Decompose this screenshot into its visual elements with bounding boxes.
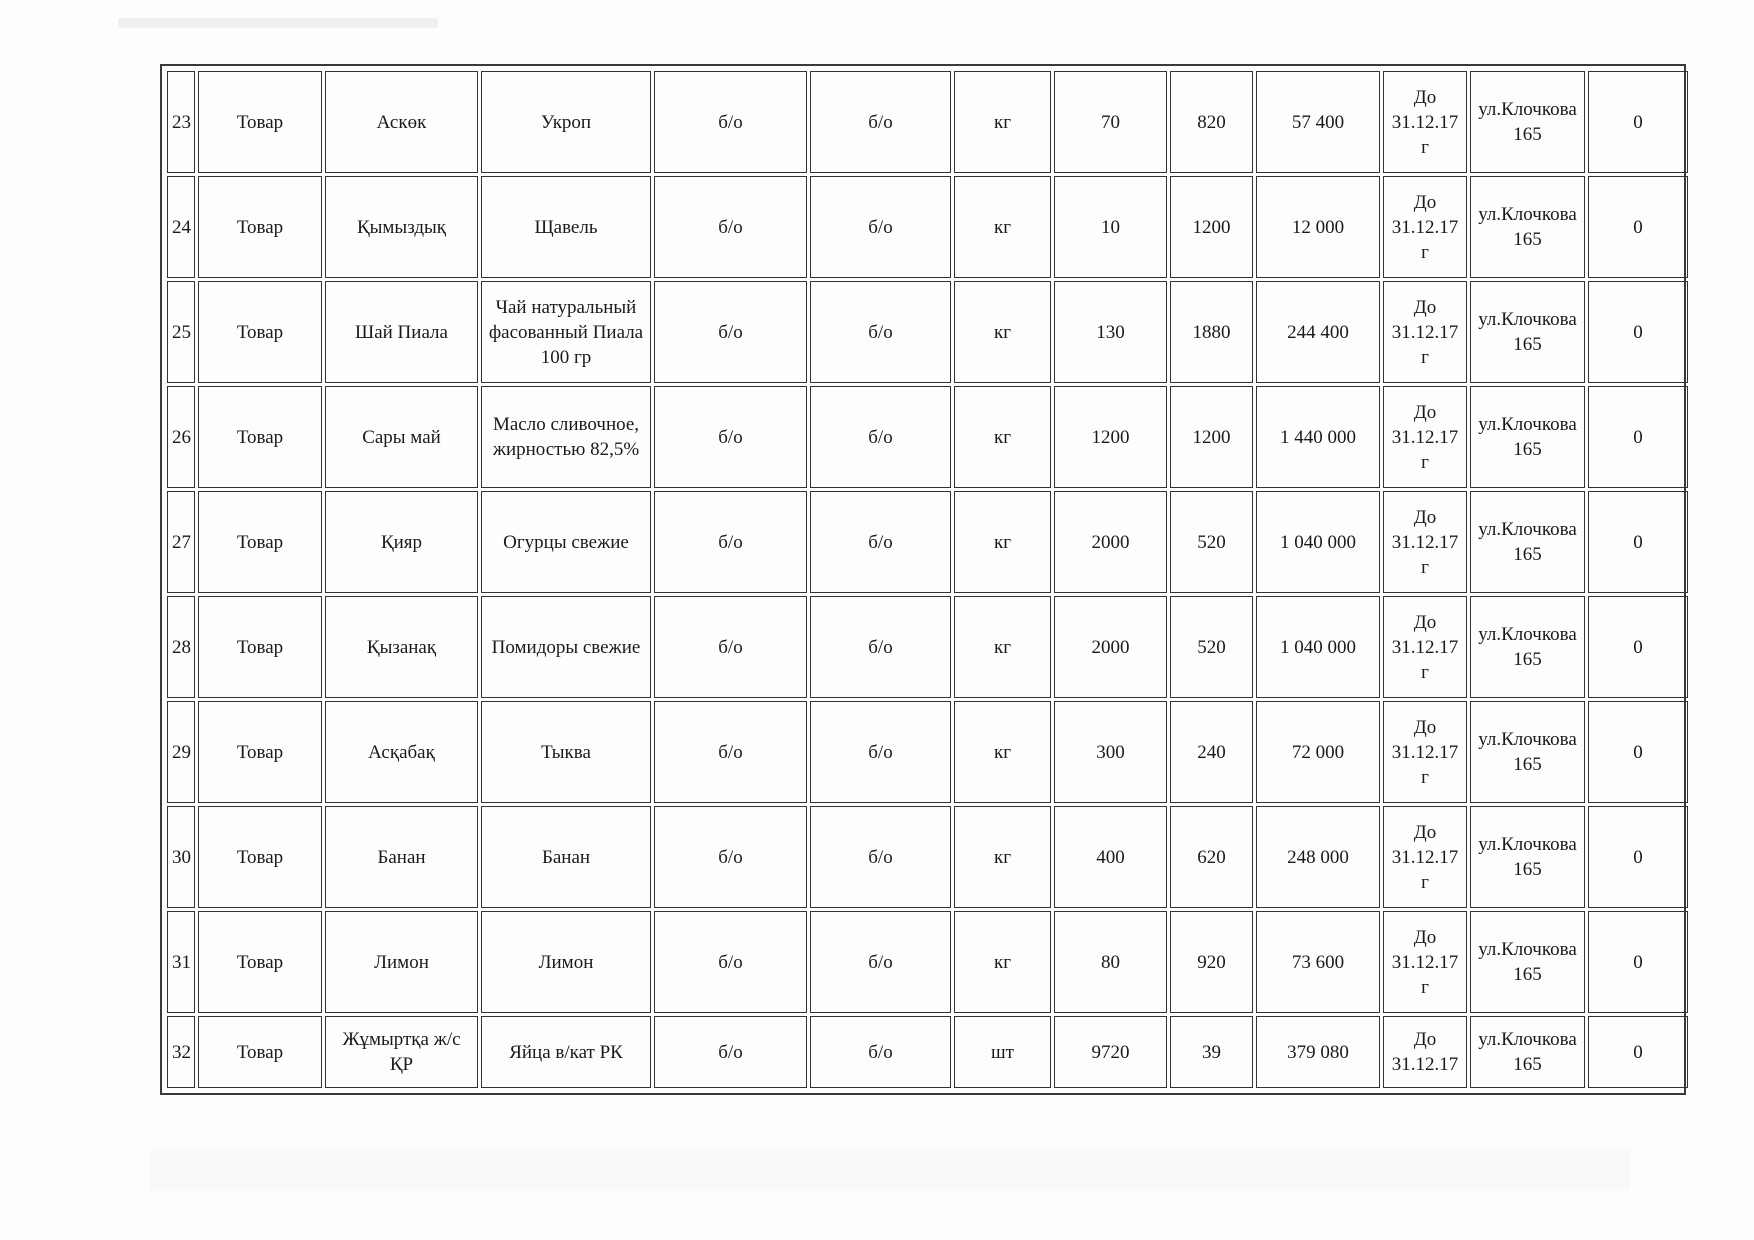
table-row (167, 701, 1688, 803)
item-unit: кг (954, 701, 1051, 803)
item-type: Товар (198, 701, 322, 803)
delivery-address (1470, 911, 1585, 1013)
item-sum: 379 080 (1256, 1016, 1380, 1088)
item-spec-2: б/о (810, 71, 951, 173)
delivery-address-number: 165 (1513, 334, 1542, 355)
item-type: Товар (198, 911, 322, 1013)
item-name-ru: Укроп (481, 71, 651, 173)
item-unit: кг (954, 491, 1051, 593)
delivery-address-number: 165 (1513, 964, 1542, 985)
row-number: 23 (167, 71, 195, 173)
item-quantity: 2000 (1054, 491, 1167, 593)
item-unit: кг (954, 806, 1051, 908)
delivery-address-street: ул.Клочкова (1478, 99, 1577, 120)
item-quantity: 1200 (1054, 386, 1167, 488)
delivery-address-number: 165 (1513, 439, 1542, 460)
item-spec-2: б/о (810, 491, 951, 593)
item-quantity: 10 (1054, 176, 1167, 278)
item-unit: кг (954, 71, 1051, 173)
item-name-kz: Қызанақ (325, 596, 478, 698)
delivery-term-line-2: 31.12.17 (1391, 321, 1459, 343)
item-quantity: 300 (1054, 701, 1167, 803)
delivery-term-line-1: До (1413, 506, 1437, 528)
delivery-term-line-3: г (1421, 871, 1429, 893)
item-price: 920 (1170, 911, 1253, 1013)
item-type: Товар (198, 71, 322, 173)
item-spec-2: б/о (810, 281, 951, 383)
item-prepayment: 0 (1588, 911, 1688, 1013)
item-prepayment: 0 (1588, 596, 1688, 698)
item-sum: 1 040 000 (1256, 596, 1380, 698)
delivery-address-number: 165 (1513, 544, 1542, 565)
delivery-term (1383, 806, 1467, 908)
delivery-address (1470, 596, 1585, 698)
item-spec-2: б/о (810, 806, 951, 908)
delivery-address-number: 165 (1513, 1054, 1542, 1075)
delivery-address-number: 165 (1513, 754, 1542, 775)
item-name-kz: Сары май (325, 386, 478, 488)
scan-smudge-bottom (150, 1150, 1630, 1190)
delivery-term-line-2: 31.12.17 (1391, 216, 1459, 238)
item-name-kz: Асқабақ (325, 701, 478, 803)
delivery-term-line-2: 31.12.17 (1391, 741, 1459, 763)
item-name-ru: Масло сливочное, жирностью 82,5% (481, 386, 651, 488)
item-quantity: 2000 (1054, 596, 1167, 698)
delivery-term-line-2: 31.12.17 (1391, 846, 1459, 868)
delivery-term-line-1: До (1413, 191, 1437, 213)
goods-table (164, 68, 1691, 1091)
item-quantity: 9720 (1054, 1016, 1167, 1088)
item-name-ru: Банан (481, 806, 651, 908)
item-name-ru: Яйца в/кат РК (481, 1016, 651, 1088)
item-type: Товар (198, 386, 322, 488)
row-number: 26 (167, 386, 195, 488)
delivery-address (1470, 71, 1585, 173)
delivery-term-line-1: До (1413, 821, 1437, 843)
item-sum: 72 000 (1256, 701, 1380, 803)
table-row (167, 491, 1688, 593)
item-quantity: 400 (1054, 806, 1167, 908)
item-type: Товар (198, 491, 322, 593)
delivery-term-line-1: До (1413, 86, 1437, 108)
row-number: 31 (167, 911, 195, 1013)
delivery-term-line-3: г (1421, 136, 1429, 158)
delivery-address-street: ул.Клочкова (1478, 939, 1577, 960)
delivery-address-street: ул.Клочкова (1478, 834, 1577, 855)
delivery-address-number: 165 (1513, 649, 1542, 670)
item-prepayment: 0 (1588, 806, 1688, 908)
item-price: 240 (1170, 701, 1253, 803)
delivery-address-street: ул.Клочкова (1478, 309, 1577, 330)
item-unit: кг (954, 386, 1051, 488)
item-name-ru: Огурцы свежие (481, 491, 651, 593)
delivery-term-line-2: 31.12.17 (1391, 111, 1459, 133)
delivery-term-line-3: г (1421, 556, 1429, 578)
delivery-term (1383, 596, 1467, 698)
item-spec-2: б/о (810, 596, 951, 698)
item-sum: 1 440 000 (1256, 386, 1380, 488)
scan-smudge-top (118, 18, 438, 28)
row-number: 28 (167, 596, 195, 698)
item-name-ru: Тыква (481, 701, 651, 803)
delivery-term-line-3: г (1421, 241, 1429, 263)
item-prepayment: 0 (1588, 176, 1688, 278)
delivery-term-line-1: До (1413, 926, 1437, 948)
table-body (167, 71, 1688, 1088)
item-name-ru: Помидоры свежие (481, 596, 651, 698)
delivery-term-line-3: г (1421, 346, 1429, 368)
item-spec-1: б/о (654, 806, 807, 908)
item-type: Товар (198, 1016, 322, 1088)
delivery-address (1470, 1016, 1585, 1088)
delivery-term (1383, 176, 1467, 278)
row-number: 27 (167, 491, 195, 593)
item-prepayment: 0 (1588, 1016, 1688, 1088)
item-prepayment: 0 (1588, 71, 1688, 173)
item-name-ru: Лимон (481, 911, 651, 1013)
item-price: 39 (1170, 1016, 1253, 1088)
delivery-term (1383, 281, 1467, 383)
delivery-term (1383, 71, 1467, 173)
item-type: Товар (198, 596, 322, 698)
delivery-address-street: ул.Клочкова (1478, 204, 1577, 225)
item-unit: кг (954, 911, 1051, 1013)
delivery-address (1470, 281, 1585, 383)
row-number: 29 (167, 701, 195, 803)
delivery-address-street: ул.Клочкова (1478, 624, 1577, 645)
delivery-term (1383, 911, 1467, 1013)
row-number: 25 (167, 281, 195, 383)
item-quantity: 70 (1054, 71, 1167, 173)
row-number: 32 (167, 1016, 195, 1088)
delivery-term-line-1: До (1413, 611, 1437, 633)
item-sum: 73 600 (1256, 911, 1380, 1013)
item-price: 620 (1170, 806, 1253, 908)
item-spec-2: б/о (810, 1016, 951, 1088)
delivery-term-line-3: г (1421, 976, 1429, 998)
item-quantity: 130 (1054, 281, 1167, 383)
delivery-term (1383, 491, 1467, 593)
item-name-ru: Щавель (481, 176, 651, 278)
delivery-address-street: ул.Клочкова (1478, 729, 1577, 750)
item-name-ru: Чай натуральный фасованный Пиала 100 гр (481, 281, 651, 383)
item-spec-1: б/о (654, 176, 807, 278)
delivery-address-street: ул.Клочкова (1478, 1029, 1577, 1050)
item-name-kz: Банан (325, 806, 478, 908)
item-spec-2: б/о (810, 701, 951, 803)
item-prepayment: 0 (1588, 701, 1688, 803)
delivery-address (1470, 176, 1585, 278)
goods-table-frame (160, 64, 1686, 1095)
row-number: 24 (167, 176, 195, 278)
item-sum: 248 000 (1256, 806, 1380, 908)
delivery-address (1470, 701, 1585, 803)
item-spec-1: б/о (654, 281, 807, 383)
item-quantity: 80 (1054, 911, 1167, 1013)
item-price: 820 (1170, 71, 1253, 173)
table-row (167, 71, 1688, 173)
delivery-term-line-2: 31.12.17 (1391, 426, 1459, 448)
item-price: 520 (1170, 491, 1253, 593)
item-name-kz: Қияр (325, 491, 478, 593)
delivery-term-line-2: 31.12.17 (1391, 531, 1459, 553)
delivery-term-line-1: До (1413, 296, 1437, 318)
item-price: 520 (1170, 596, 1253, 698)
row-number: 30 (167, 806, 195, 908)
delivery-term-line-3: г (1421, 661, 1429, 683)
item-sum: 12 000 (1256, 176, 1380, 278)
delivery-term-line-2: 31.12.17 (1391, 636, 1459, 658)
item-prepayment: 0 (1588, 491, 1688, 593)
item-spec-1: б/о (654, 386, 807, 488)
item-name-kz: Аскөк (325, 71, 478, 173)
item-unit: шт (954, 1016, 1051, 1088)
item-price: 1200 (1170, 386, 1253, 488)
delivery-term (1383, 701, 1467, 803)
delivery-term-line-3: г (1421, 766, 1429, 788)
delivery-term (1383, 1016, 1467, 1088)
item-name-kz: Лимон (325, 911, 478, 1013)
item-price: 1880 (1170, 281, 1253, 383)
table-row (167, 806, 1688, 908)
item-spec-1: б/о (654, 1016, 807, 1088)
item-spec-1: б/о (654, 71, 807, 173)
delivery-term (1383, 386, 1467, 488)
table-row (167, 911, 1688, 1013)
item-sum: 244 400 (1256, 281, 1380, 383)
delivery-term-line-2: 31.12.17 (1391, 1054, 1459, 1075)
table-row (167, 386, 1688, 488)
delivery-term-line-1: До (1413, 716, 1437, 738)
table-row (167, 176, 1688, 278)
delivery-address-number: 165 (1513, 859, 1542, 880)
item-spec-1: б/о (654, 491, 807, 593)
item-spec-2: б/о (810, 176, 951, 278)
item-type: Товар (198, 806, 322, 908)
item-sum: 57 400 (1256, 71, 1380, 173)
item-name-kz: Қымыздық (325, 176, 478, 278)
item-unit: кг (954, 596, 1051, 698)
item-type: Товар (198, 176, 322, 278)
delivery-term-line-2: 31.12.17 (1391, 951, 1459, 973)
item-name-kz: Шай Пиала (325, 281, 478, 383)
item-spec-2: б/о (810, 911, 951, 1013)
item-prepayment: 0 (1588, 281, 1688, 383)
item-unit: кг (954, 281, 1051, 383)
delivery-address-number: 165 (1513, 229, 1542, 250)
delivery-term-line-1: До (1413, 1029, 1437, 1050)
delivery-address-street: ул.Клочкова (1478, 519, 1577, 540)
item-spec-1: б/о (654, 911, 807, 1013)
item-name-kz: Жұмыртқа ж/с ҚР (325, 1016, 478, 1088)
delivery-term-line-3: г (1421, 451, 1429, 473)
table-row (167, 1016, 1688, 1088)
item-unit: кг (954, 176, 1051, 278)
item-spec-1: б/о (654, 596, 807, 698)
delivery-address (1470, 806, 1585, 908)
item-price: 1200 (1170, 176, 1253, 278)
delivery-address (1470, 386, 1585, 488)
table-row (167, 596, 1688, 698)
item-prepayment: 0 (1588, 386, 1688, 488)
table-row (167, 281, 1688, 383)
item-type: Товар (198, 281, 322, 383)
item-spec-1: б/о (654, 701, 807, 803)
item-sum: 1 040 000 (1256, 491, 1380, 593)
delivery-address-number: 165 (1513, 124, 1542, 145)
delivery-address (1470, 491, 1585, 593)
item-spec-2: б/о (810, 386, 951, 488)
delivery-address-street: ул.Клочкова (1478, 414, 1577, 435)
delivery-term-line-1: До (1413, 401, 1437, 423)
